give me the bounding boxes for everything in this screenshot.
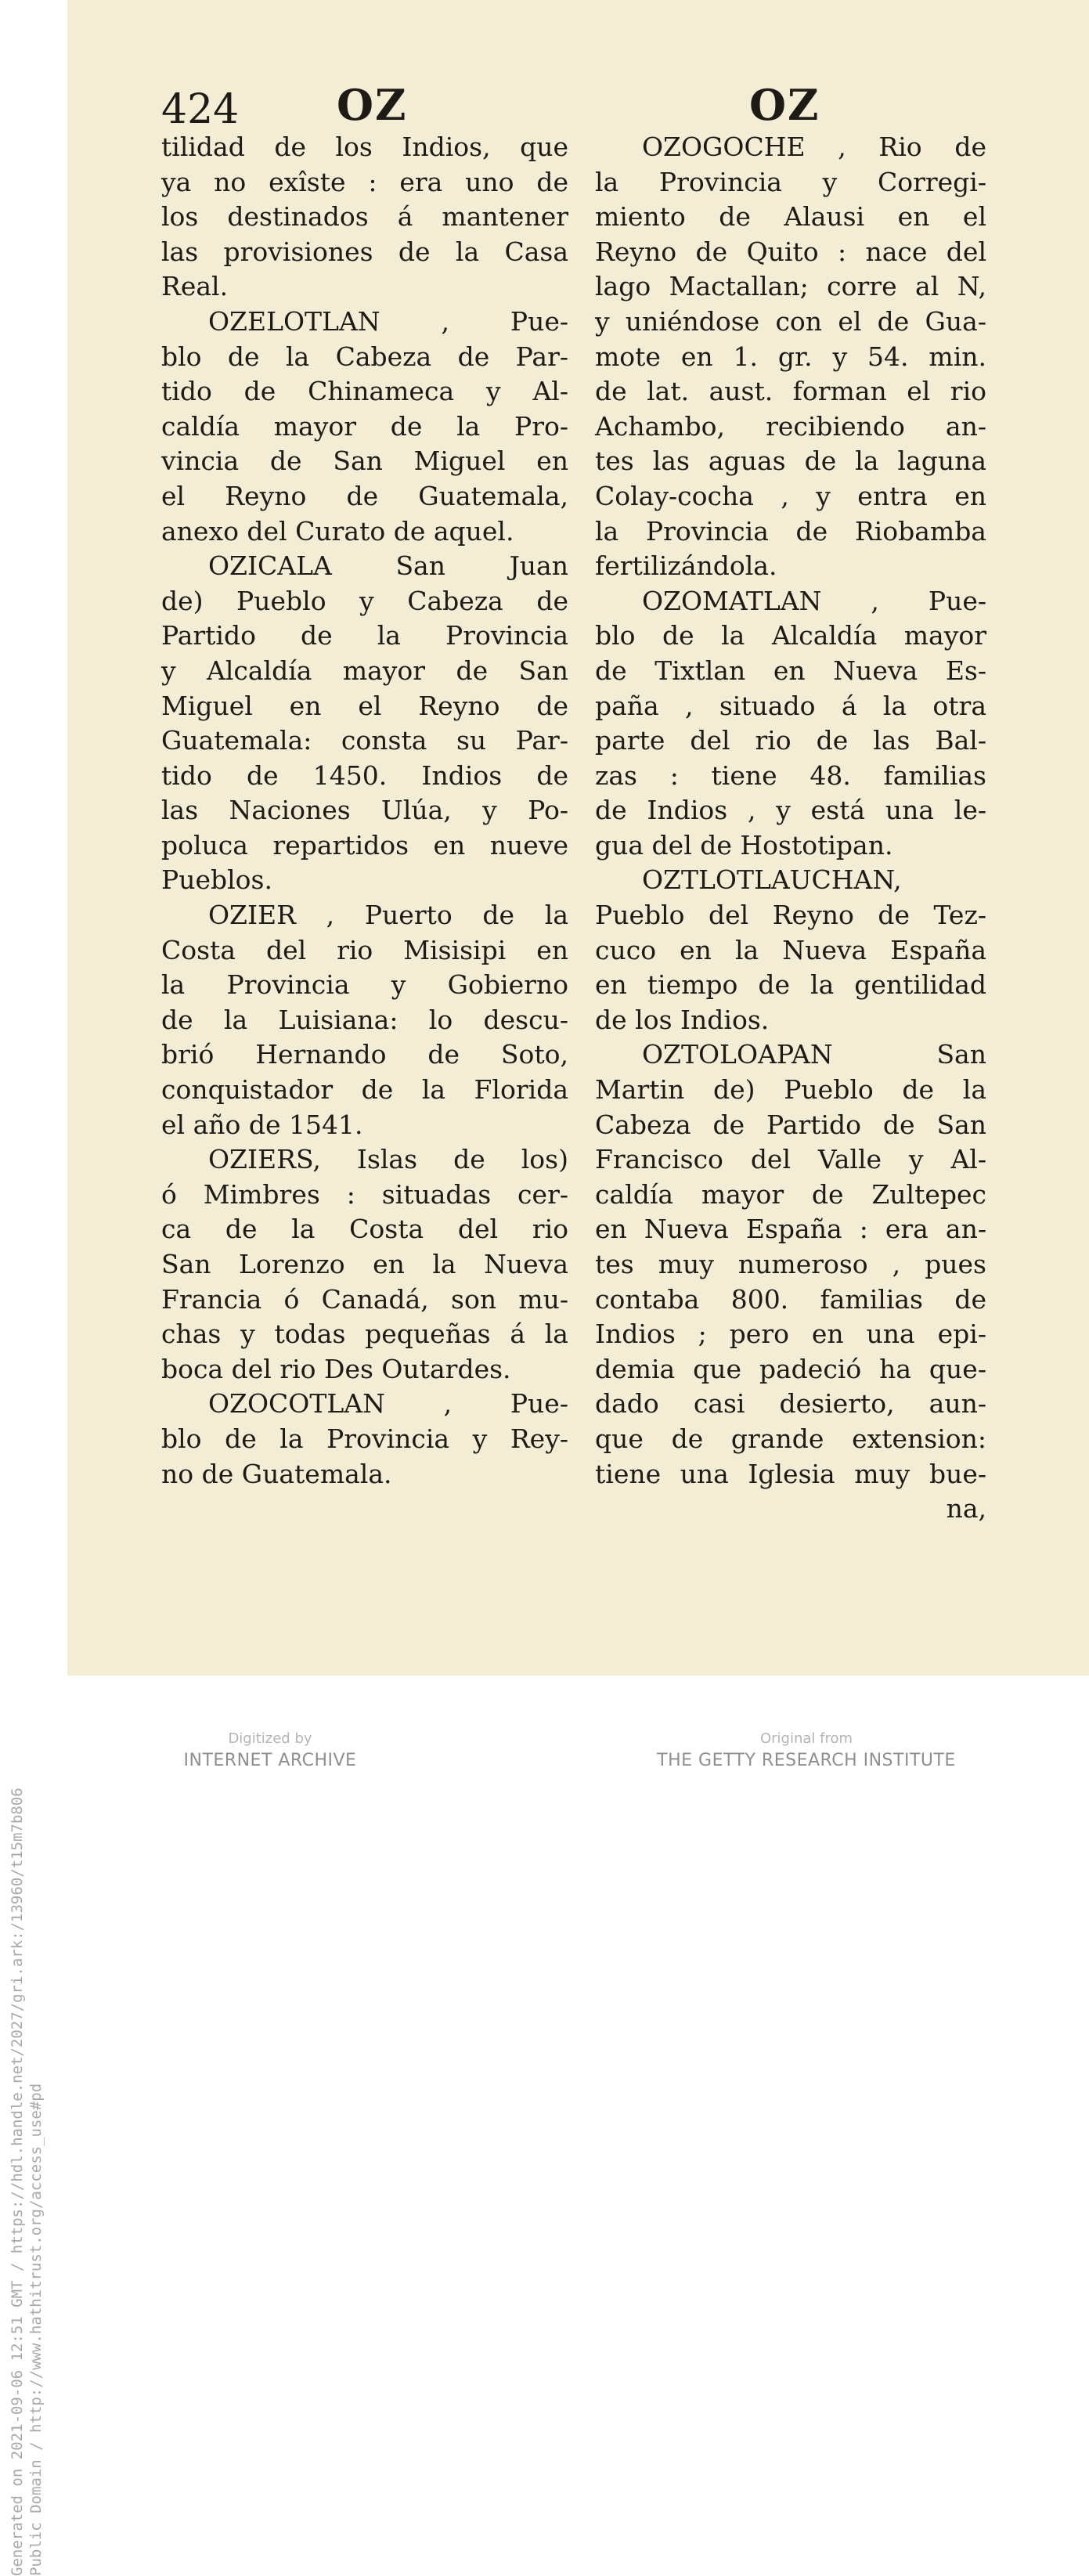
generation-stamp-line1: Generated on 2021-09-06 12:51 GMT / https://hdl.handle.net/2027/gri.ark:/13960/t15m7b806: [9, 1788, 26, 2576]
text-line: OZTOLOAPAN San: [642, 1039, 986, 1070]
text-line: anexo del Curato de aquel.: [161, 515, 514, 547]
text-line: Reyno de Quito : nace del: [595, 236, 986, 267]
text-line: brió Hernando de Soto,: [161, 1039, 568, 1070]
text-line: fertilizándola.: [595, 550, 777, 582]
internet-archive-credit: INTERNET ARCHIVE: [183, 1751, 357, 1770]
text-line: las provisiones de la Casa: [161, 236, 568, 267]
text-line: poluca repartidos en nueve: [161, 829, 568, 860]
text-line: demia que padeció ha que-: [595, 1353, 986, 1384]
text-line: vincia de San Miguel en: [161, 446, 568, 477]
text-line: gua del de Hostotipan.: [595, 829, 893, 860]
text-line: Pueblo del Reyno de Tez-: [595, 900, 986, 931]
text-line: blo de la Provincia y Rey-: [161, 1423, 568, 1454]
text-line: el año de 1541.: [161, 1109, 363, 1140]
text-line: la Provincia de Riobamba: [595, 515, 986, 547]
text-line: boca del rio Des Outardes.: [161, 1353, 511, 1384]
text-line: de lat. aust. forman el rio: [595, 376, 986, 407]
text-line: OZIERS, Islas de los): [208, 1144, 568, 1175]
text-line: en tiempo de la gentilidad: [595, 969, 986, 1001]
text-line: el Reyno de Guatemala,: [161, 480, 568, 511]
text-line: los destinados á mantener: [161, 201, 568, 233]
text-line: mote en 1. gr. y 54. min.: [595, 341, 986, 372]
text-line: ó Mimbres : situadas cer-: [161, 1178, 568, 1210]
text-line: tido de Chinameca y Al-: [161, 376, 568, 407]
text-line: OZOGOCHE , Rio de: [642, 132, 986, 162]
running-head-right: OZ: [749, 80, 820, 130]
text-line: que de grande extension:: [595, 1423, 986, 1454]
text-line: ca de la Costa del rio: [161, 1214, 568, 1245]
text-line: y Alcaldía mayor de San: [161, 655, 568, 686]
text-line: tiene una Iglesia muy bue-: [595, 1458, 986, 1489]
text-line: Martin de) Pueblo de la: [595, 1074, 986, 1106]
text-line: paña , situado á la otra: [595, 690, 986, 721]
text-line: Indios ; pero en una epi-: [595, 1319, 986, 1350]
text-line: tido de 1450. Indios de: [161, 759, 568, 791]
original-from-label: Original from: [759, 1730, 853, 1747]
text-line: ya no exîste : era uno de: [161, 166, 568, 197]
text-line: chas y todas pequeñas á la: [161, 1319, 568, 1350]
text-line: las Naciones Ulúa, y Po-: [161, 795, 568, 826]
text-line: Achambo, recibiendo an-: [595, 410, 986, 442]
text-line: zas : tiene 48. familias: [595, 759, 986, 791]
text-line: de la Luisiana: lo descu-: [161, 1004, 568, 1035]
text-line: OZOMATLAN , Pue-: [642, 585, 986, 616]
text-line: caldía mayor de Zultepec: [595, 1178, 986, 1210]
right-text-column: [595, 130, 986, 1527]
text-line: Real.: [161, 271, 229, 302]
text-line: tes muy numeroso , pues: [595, 1249, 986, 1279]
text-line: de Tixtlan en Nueva Es-: [595, 655, 986, 686]
text-line: blo de la Alcaldía mayor: [595, 620, 986, 651]
text-line: Francisco del Valle y Al-: [595, 1144, 986, 1175]
text-line: parte del rio de las Bal-: [595, 725, 986, 756]
left-text-column: [161, 130, 568, 1492]
text-line: conquistador de la Florida: [161, 1074, 568, 1106]
text-line: la Provincia y Corregi-: [595, 166, 986, 197]
text-line: Partido de la Provincia: [161, 620, 568, 651]
generation-stamp: [8, 853, 55, 2576]
getty-credit: THE GETTY RESEARCH INSTITUTE: [657, 1751, 956, 1770]
text-line: de los Indios.: [595, 1004, 770, 1035]
text-line: cuco en la Nueva España: [595, 934, 986, 965]
text-line: Costa del rio Misisipi en: [161, 934, 568, 965]
text-line: la Provincia y Gobierno: [161, 969, 568, 1001]
text-line: tes las aguas de la laguna: [595, 446, 986, 477]
text-line: no de Guatemala.: [161, 1458, 392, 1489]
text-line: de) Pueblo y Cabeza de: [161, 585, 568, 616]
text-line: y uniéndose con el de Gua-: [595, 305, 986, 337]
text-line: San Lorenzo en la Nueva: [161, 1249, 568, 1279]
text-line: na,: [946, 1493, 986, 1524]
text-line: Francia ó Canadá, son mu-: [161, 1283, 568, 1315]
text-line: Guatemala: consta su Par-: [161, 725, 568, 756]
text-line: dado casi desierto, aun-: [595, 1388, 986, 1420]
page-number: 424: [161, 86, 240, 133]
text-line: Miguel en el Reyno de: [161, 690, 568, 721]
text-line: blo de la Cabeza de Par-: [161, 341, 568, 372]
text-line: tilidad de los Indios, que: [161, 132, 568, 162]
text-line: OZTLOTLAUCHAN,: [642, 864, 902, 896]
text-line: OZELOTLAN , Pue-: [208, 305, 568, 337]
digitized-by-label: Digitized by: [228, 1730, 312, 1747]
text-line: Pueblos.: [161, 864, 272, 896]
generation-stamp-line2: Public Domain / http://www.hathitrust.org/access_use#pd: [27, 2083, 45, 2576]
text-line: caldía mayor de la Pro-: [161, 410, 568, 442]
running-head-left: OZ: [337, 80, 408, 130]
text-line: Cabeza de Partido de San: [595, 1109, 986, 1140]
text-line: OZIER , Puerto de la: [208, 900, 568, 931]
text-line: de Indios , y está una le-: [595, 795, 986, 826]
text-line: miento de Alausi en el: [595, 201, 986, 233]
text-line: OZICALA San Juan: [208, 550, 568, 582]
text-line: en Nueva España : era an-: [595, 1214, 986, 1245]
text-line: OZOCOTLAN , Pue-: [208, 1388, 568, 1420]
text-line: Colay-cocha , y entra en: [595, 480, 986, 511]
text-line: contaba 800. familias de: [595, 1283, 986, 1315]
text-line: lago Mactallan; corre al N,: [595, 271, 986, 302]
